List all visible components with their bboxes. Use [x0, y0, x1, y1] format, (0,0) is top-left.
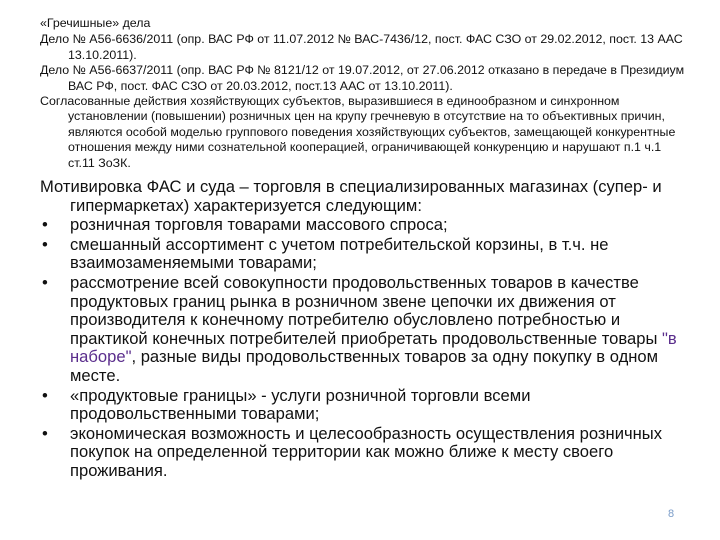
bullet-icon: • [42, 215, 48, 235]
bullet-list [40, 216, 692, 480]
bullet-text: смешанный ассортимент с учетом потребительской корзины, в т.ч. не взаимозаменяемыми товарами; [70, 234, 609, 273]
case-reference-2: Дело № А56-6637/2011 (опр. ВАС РФ № 8121/12 от 19.07.2012, от 27.06.2012 отказано в передаче в Президиум ВАС РФ, пост. ФАС СЗО от 20.03.2012, пост.13 ААС от 13.10.2011). [40, 63, 685, 93]
bullet-text: «продуктовые границы» - услуги розничной торговли всеми продовольственными товарами; [70, 385, 531, 424]
list-item [40, 216, 692, 235]
list-item [40, 387, 692, 424]
case-header [40, 16, 690, 171]
bullet-text-part: , разные виды продовольственных товаров за одну покупку в одном месте. [70, 347, 659, 385]
highlighted-phrase: "в наборе" [70, 328, 677, 367]
bullet-text-part: рассмотрение всей совокупности продовольственных товаров в качестве продуктовых границ рынка в розничном звене цепочки их движения от производителя к конечному потребителю обусловлено потребностью и практикой конечных потребителей приобретать продовольственные товары [70, 272, 663, 348]
section-title: «Гречишные» дела [40, 16, 151, 30]
bullet-text: экономическая возможность и целесообразность осуществления розничных покупок на определенной территории как можно ближе к месту своего проживания. [70, 423, 662, 480]
case-reference-1: Дело № А56-6636/2011 (опр. ВАС РФ от 11.07.2012 № ВАС-7436/12, пост. ФАС СЗО от 29.02.2012, пост. 13 ААС 13.10.2011). [40, 32, 683, 62]
bullet-text [70, 273, 677, 385]
lead-paragraph: Мотивировка ФАС и суда – торговля в специализированных магазинах (супер- и гипермаркетах) характеризуется следующим: [40, 177, 662, 215]
case-summary: Согласованные действия хозяйствующих субъектов, выразившиеся в единообразном и синхронном установлении (повышении) розничных цен на крупу гречневую в отсутствие на то объективных причин, являются особой моделью группового поведения хозяйствующих субъектов, замещающей конкурентные отношения между ними сознательной кооперацией, ограничивающей конкуренцию и нарушают п.1 ч.1 ст.11 ЗоЗК. [40, 94, 676, 170]
main-content [40, 178, 692, 482]
bullet-icon: • [42, 423, 48, 443]
bullet-icon: • [42, 234, 48, 254]
list-item [40, 274, 692, 386]
list-item [40, 236, 692, 273]
page-number: 8 [668, 508, 675, 520]
bullet-text: розничная торговля товарами массового спроса; [70, 215, 448, 235]
list-item [40, 425, 692, 481]
bullet-icon: • [42, 385, 48, 405]
bullet-icon: • [42, 272, 48, 292]
